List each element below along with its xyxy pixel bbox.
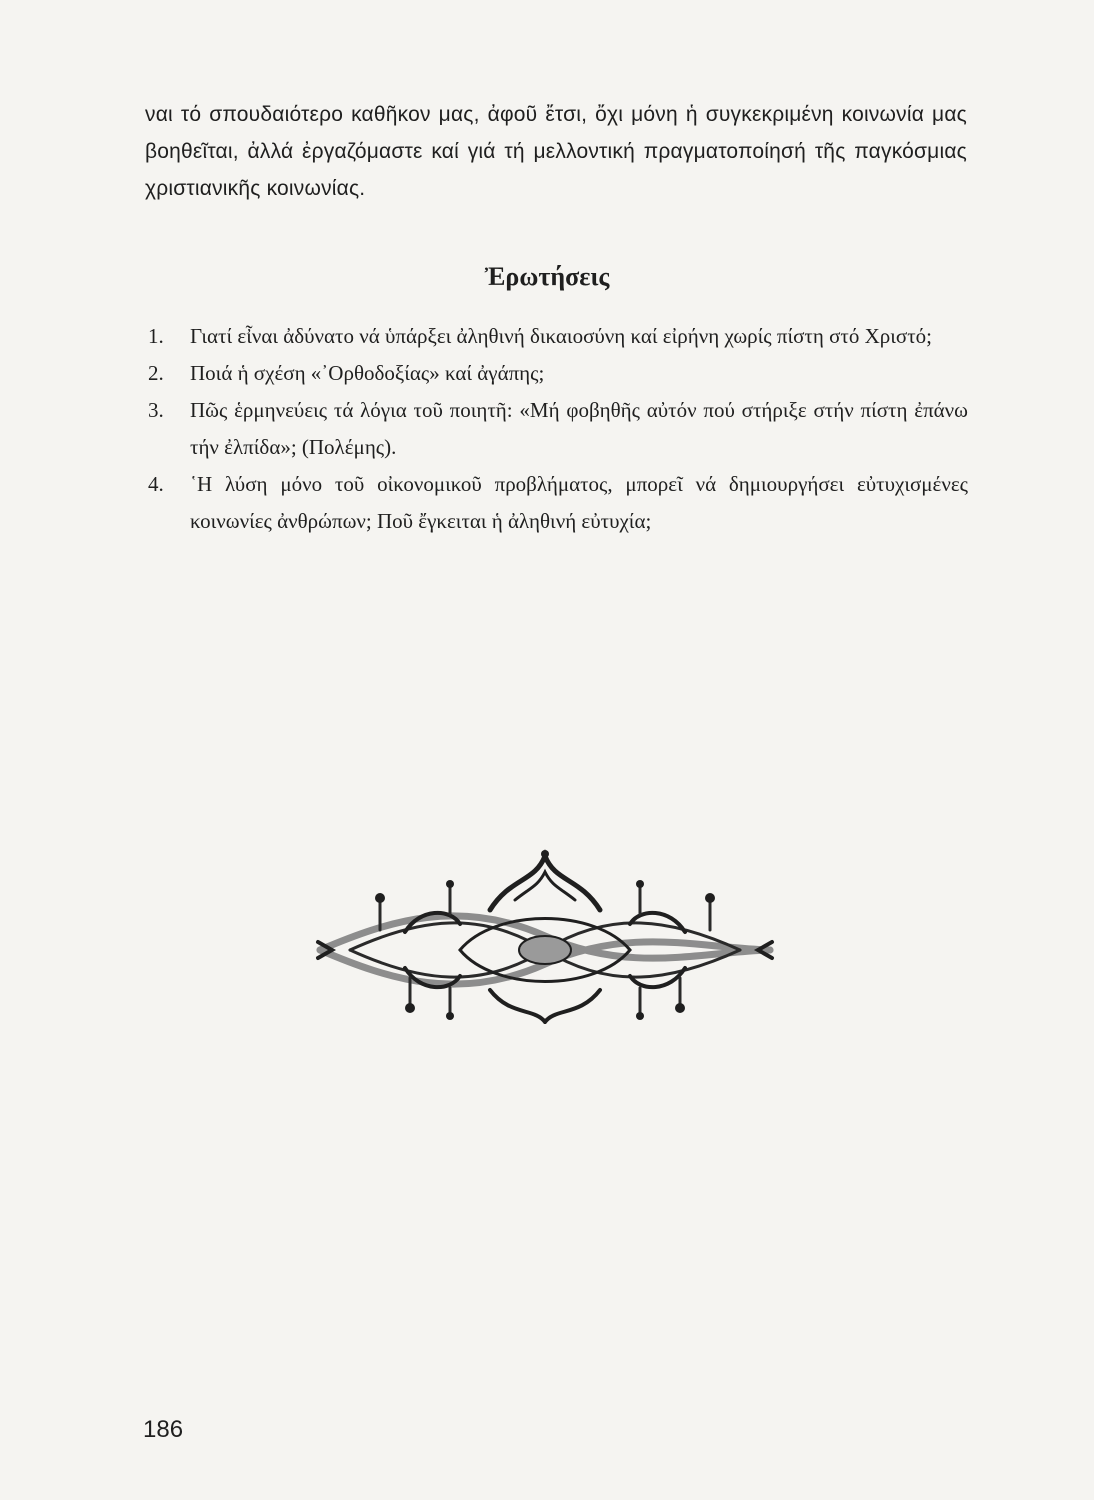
intro-paragraph: [145, 96, 967, 207]
list-item: [148, 392, 968, 466]
question-number: 2.: [148, 361, 164, 385]
section-heading: Ἐρωτήσεις: [484, 262, 610, 291]
list-item: [148, 318, 968, 355]
question-text: Ποιά ἡ σχέση «᾿Ορθοδοξίας» καί ἀγάπης;: [190, 361, 545, 385]
question-text: ῾Η λύση μόνο τοῦ οἰκονομικοῦ προβλήματος, μπορεῖ νά δημιουργήσει εὐτυχισμένες κοινωνίες ἀνθρώπων; Ποῦ ἔγκειται ἡ ἀληθινή εὐτυχία;: [190, 472, 968, 533]
question-text: Πῶς ἑρμηνεύεις τά λόγια τοῦ ποιητῆ: «Μή φοβηθῆς αὐτόν πού στήριξε στήν πίστη ἐπάνω τήν ἐλπίδα»; (Πολέμης).: [190, 398, 968, 459]
question-number: 1.: [148, 324, 164, 348]
questions-list: [148, 318, 968, 540]
page-number: 186: [143, 1416, 184, 1443]
question-number: 3.: [148, 398, 164, 422]
decorative-ornament-icon: [310, 838, 780, 1024]
question-text: Γιατί εἶναι ἀδύνατο νά ὑπάρξει ἀληθινή δικαιοσύνη καί εἰρήνη χωρίς πίστη στό Χριστό;: [190, 324, 932, 348]
list-item: [148, 355, 968, 392]
question-number: 4.: [148, 472, 164, 496]
intro-text: ναι τό σπουδαιότερο καθῆκον μας, ἀφοῦ ἔτσι, ὄχι μόνη ἡ συγκεκριμένη κοινωνία μας βοηθεῖται, ἀλλά ἐργαζόμαστε καί γιά τή μελλοντική πραγματοποίησή τῆς παγκόσμιας χριστιανικῆς κοινωνίας.: [145, 103, 967, 200]
list-item: [148, 466, 968, 540]
